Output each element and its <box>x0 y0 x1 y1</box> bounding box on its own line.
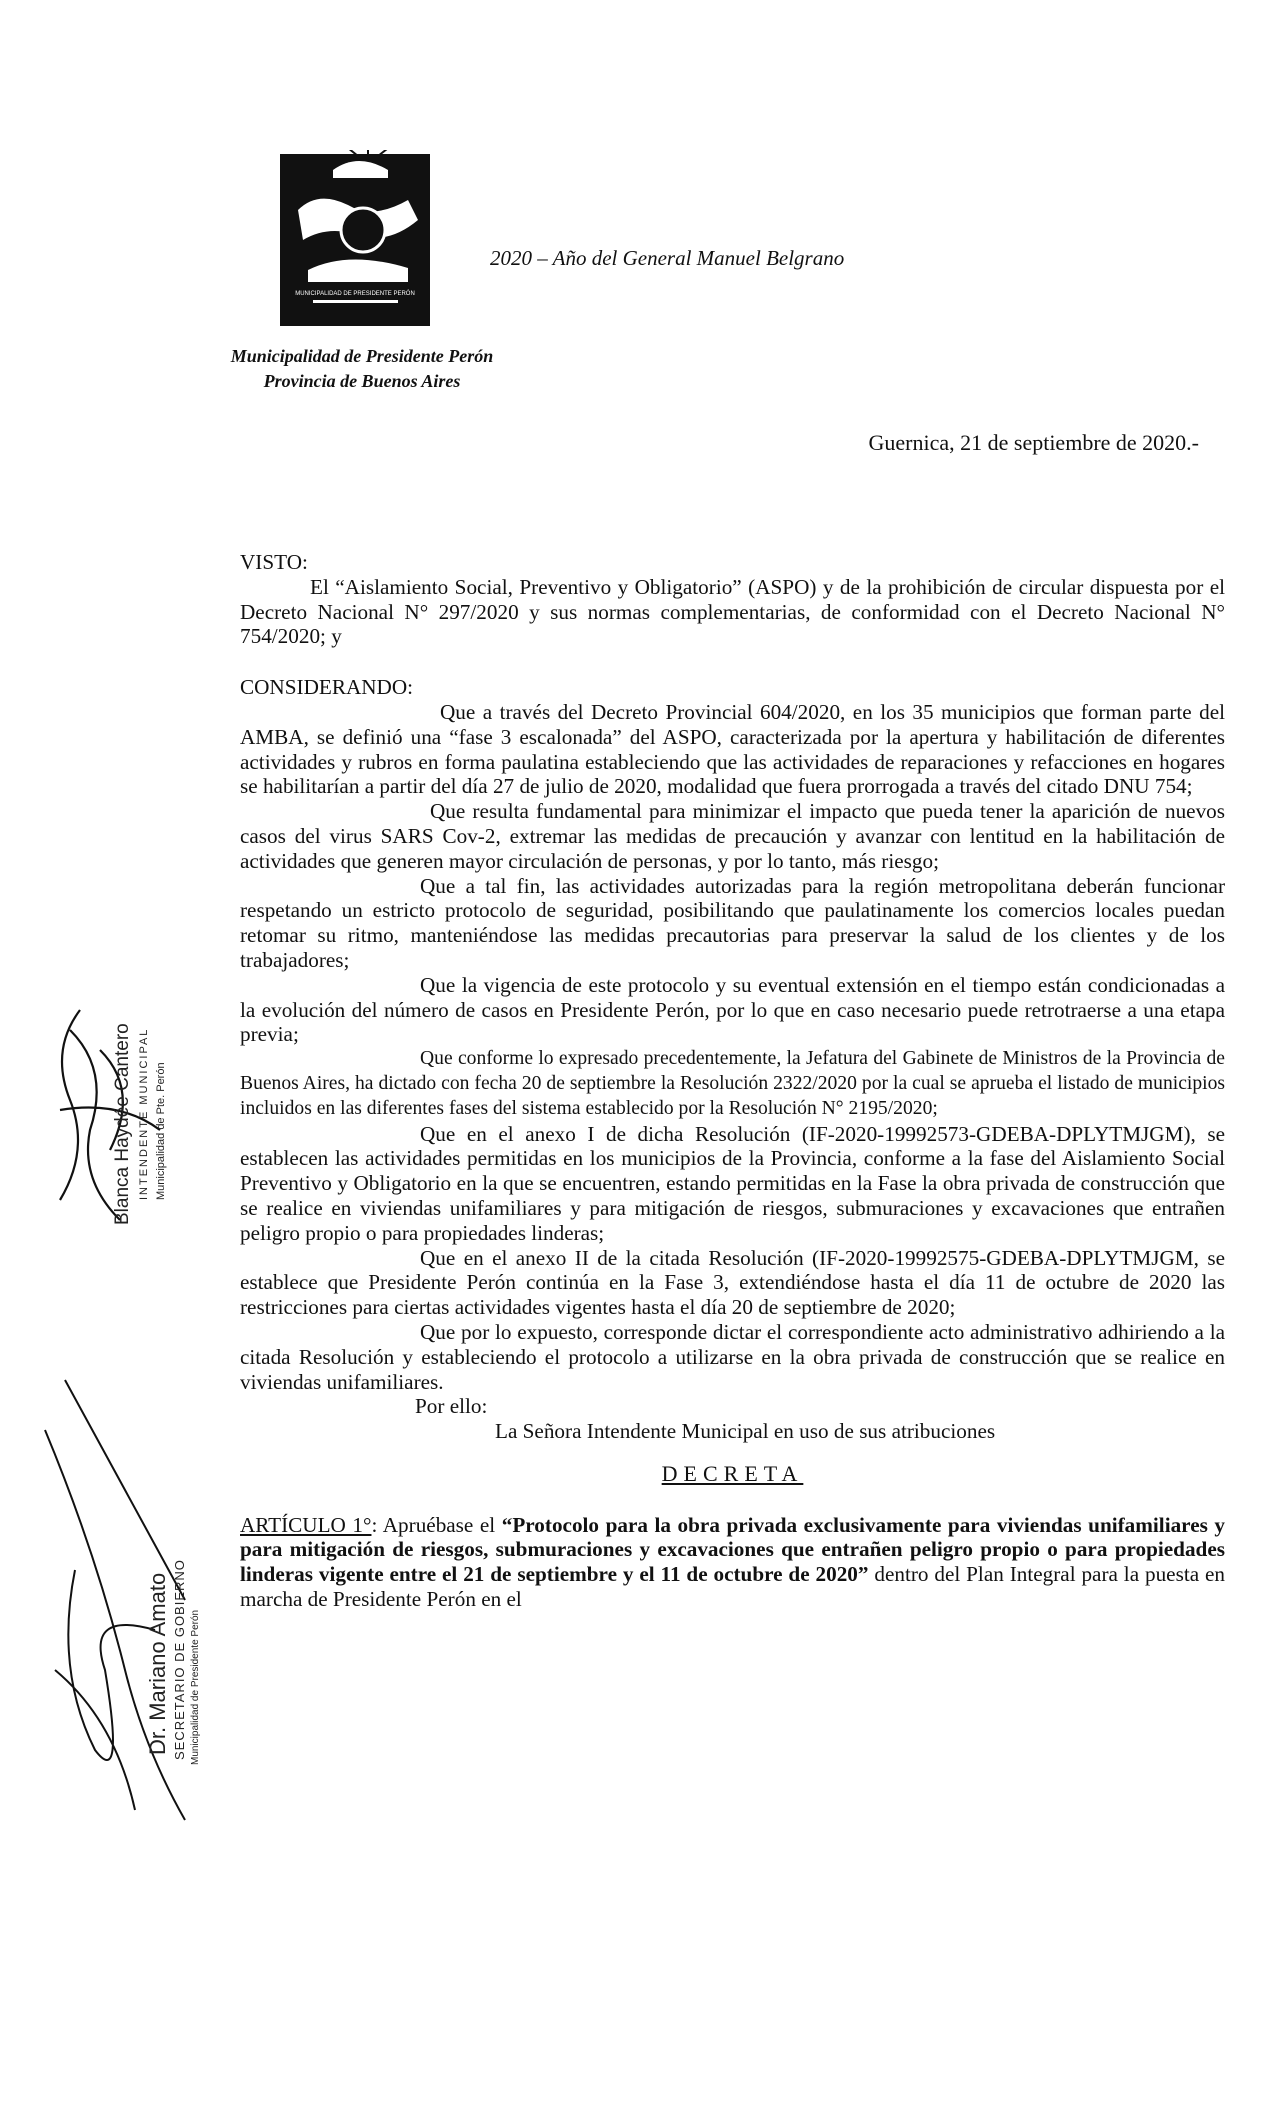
year-motto: 2020 – Año del General Manuel Belgrano <box>490 246 845 270</box>
considerando-paragraph: Que por lo expuesto, corresponde dictar el correspondiente acto administrativo adhiriendo a la citada Resolución y estableciendo el protocolo a utilizarse en la obra privada de construcción que se realice en viviendas unifamiliares. <box>240 1319 1225 1394</box>
visto-text: El “Aislamiento Social, Preventivo y Obligatorio” (ASPO) y de la prohibición de circular dispuesta por el Decreto Nacional N° 297/2020 y sus normas complementarias, de conformidad con el Decreto Nacional N° 754/2020; y <box>240 574 1225 649</box>
considerando-paragraph: Que la vigencia de este protocolo y su eventual extensión en el tiempo están condicionadas a la evolución del número de casos en Presidente Perón, por lo que en caso necesario puede retrotraerse a una etapa previa; <box>240 972 1225 1047</box>
municipality-name: Municipalidad de Presidente Perón <box>230 346 494 366</box>
province-name: Provincia de Buenos Aires <box>263 371 461 391</box>
articulo-1-rest: dentro del Plan Integral para la puesta en marcha de Presidente Perón en el <box>240 1562 1225 1612</box>
municipal-logo <box>278 150 498 340</box>
visto-heading: VISTO: <box>240 550 308 574</box>
articulo-1-label: ARTÍCULO 1° <box>240 1512 372 1537</box>
considerando-paragraph: Que en el anexo II de la citada Resolución (IF-2020-19992575-GDEBA-DPLYTMJGM, se establece que Presidente Perón continúa en la Fase 3, extendiéndose hasta el día 11 de octubre de 2020 las restricciones para ciertas actividades vigentes hasta el día 20 de septiembre de 2020; <box>240 1245 1225 1320</box>
stamp-lower-org: Municipalidad de Presidente Perón <box>190 1609 201 1765</box>
articulo-1 <box>240 1513 1225 1612</box>
stamp-lower-name: Dr. Mariano Amato <box>145 1572 170 1755</box>
considerando-paragraph: Que resulta fundamental para minimizar el impacto que pueda tener la aparición de nuevos casos del virus SARS Cov-2, extremar las medidas de precaución y avanzar con lentitud en la habilitación de actividades que generen mayor circulación de personas, y por lo tanto, más riesgo; <box>240 799 1225 873</box>
logo-text: MUNICIPALIDAD DE PRESIDENTE PERÓN <box>295 291 415 297</box>
considerando-paragraph: Que conforme lo expresado precedentemente, la Jefatura del Gabinete de Ministros de la Provincia de Buenos Aires, ha dictado con fecha 20 de septiembre la Resolución 2322/2020 por la cual se aprueba el listado de municipios incluidos en las diferentes fases del sistema establecido por la Resolución N° 2195/2020; <box>240 1048 1225 1119</box>
signature-secretario <box>35 1370 215 1835</box>
date-line: Guernica, 21 de septiembre de 2020.- <box>868 430 1199 455</box>
articulo-1-protocol-title: “Protocolo para la obra privada exclusivamente para viviendas unifamiliares y para mitigación de riesgos, submuraciones y excavaciones que entrañen peligro propio o para propiedades linderas vigente entre el 21 de septiembre y el 11 de octubre de 2020” <box>240 1512 1225 1587</box>
articulo-1-intro: : Apruébase el <box>371 1512 502 1537</box>
considerando-heading: CONSIDERANDO: <box>240 675 414 700</box>
considerando-paragraph: Que en el anexo I de dicha Resolución (IF-2020-19992573-GDEBA-DPLYTMJGM), se establecen las actividades permitidas en los municipios de la Provincia, conforme a la fase del Aislamiento Social Preventivo y Obligatorio en la que se encuentren, estando permitidas en la Fase la obra privada de construcción que se realice en viviendas unifamiliares y para mitigación de riesgos, submuraciones y excavaciones que entrañen peligro propio o para propiedades linderas; <box>240 1121 1225 1245</box>
considerando-paragraph: Que a través del Decreto Provincial 604/2020, en los 35 municipios que forman parte del AMBA, se definió una “fase 3 escalonada” del ASPO, caracterizada por la apertura y habilitación de diferentes actividades y rubros en forma paulatina estableciendo que las actividades de reparaciones y refacciones en hogares se habilitarían a partir del día 27 de julio de 2020, modalidad que fuera prorrogada a través del citado DNU 754; <box>240 699 1225 799</box>
considerando-paragraph: Que a tal fin, las actividades autorizadas para la región metropolitana deberán funcionar respetando un estricto protocolo de seguridad, posibilitando que paulatinamente los comercios locales puedan retomar su ritmo, manteniéndose las medidas precautorias para preservar la salud de los clientes y de los trabajadores; <box>240 873 1225 972</box>
stamp-upper-role: INTENDENTE MUNICIPAL <box>138 1027 150 1200</box>
document-body <box>240 550 1225 1612</box>
authority-line: La Señora Intendente Municipal en uso de sus atribuciones <box>495 1419 996 1444</box>
por-ello: Por ello: <box>415 1394 488 1419</box>
stamp-upper-org: Municipalidad de Pte. Perón <box>155 1062 167 1200</box>
municipality-heading <box>212 344 512 394</box>
stamp-lower-role: SECRETARIO DE GOBIERNO <box>172 1559 187 1760</box>
decreta-heading: DECRETA <box>661 1460 804 1486</box>
stamp-upper-name: Blanca Haydée Cantero <box>112 1023 133 1225</box>
